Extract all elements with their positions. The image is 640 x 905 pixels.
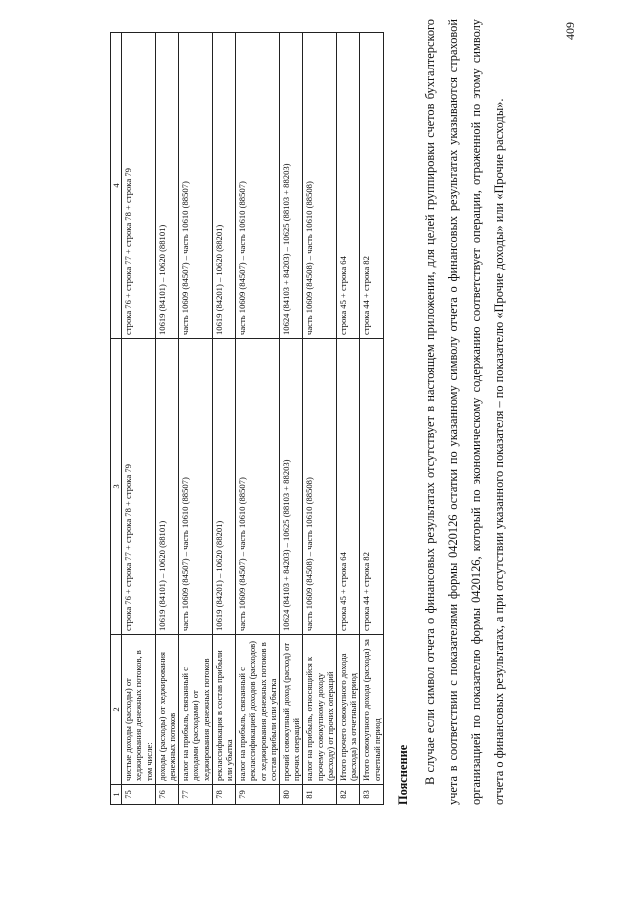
row-description-cell: Итого прочего совокупного дохода (расхода) за отчетный период: [337, 635, 360, 785]
row-number-cell: 77: [179, 785, 213, 805]
row-formula-cell-3: строка 76 + строка 77 + строка 78 + строка 79: [122, 339, 156, 635]
row-number-cell: 82: [337, 785, 360, 805]
row-formula-cell-3: часть 10609 (84507) – часть 10610 (88507): [179, 339, 213, 635]
row-formula-cell-4: часть 10609 (84507) – часть 10610 (88507): [179, 33, 213, 339]
row-description-cell: реклассификация в состав прибыли или убытка: [212, 635, 235, 785]
header-cell: 1: [111, 785, 122, 805]
row-formula-cell-4: 10619 (84101) – 10620 (88101): [155, 33, 178, 339]
note-text: В случае если символ отчета о финансовых результатах отсутствует в настоящем приложении, для целей группировки счетов бухгалтерского учета в соответствии с показателями формы 0420126 остатки по указанному символу отчета о финансовых результатах указываются страховой организацией по показателю формы 0420126, который по экономическому содержанию соответствует операции, отраженной по этому символу отчета о финансовых результатах, а при отсутствии указанного показателя – по показателю «Прочие доходы» или «Прочие расходы».: [423, 19, 506, 805]
row-number-cell: 79: [236, 785, 280, 805]
table-row: [155, 33, 178, 805]
row-description-cell: прочий совокупный доход (расход) от прочих операций: [280, 635, 303, 785]
header-cell: 2: [111, 635, 122, 785]
mapping-table: [110, 32, 384, 805]
row-number-cell: 75: [122, 785, 156, 805]
row-description-cell: налог на прибыль, связанный с доходами (расходами) от хеджирования денежных потоков: [179, 635, 213, 785]
table-row: [303, 33, 337, 805]
row-formula-cell-3: строка 44 + строка 82: [360, 339, 383, 635]
row-description-cell: чистые доходы (расходы) от хеджирования денежных потоков, в том числе:: [122, 635, 156, 785]
row-formula-cell-4: 10624 (84103 + 84203) – 10625 (88103 + 88203): [280, 33, 303, 339]
page-number: 409: [563, 22, 577, 40]
table-row: [360, 33, 383, 805]
row-number-cell: 81: [303, 785, 337, 805]
row-formula-cell-3: часть 10609 (84508) – часть 10610 (88508): [303, 339, 337, 635]
table-row: [212, 33, 235, 805]
row-number-cell: 78: [212, 785, 235, 805]
row-formula-cell-4: строка 76 + строка 77 + строка 78 + строка 79: [122, 33, 156, 339]
table-body: [122, 33, 384, 805]
row-description-cell: налог на прибыль, связанный с реклассификацией доходов (расходов) от хеджирования денежных потоков в состав прибыли или убытка: [236, 635, 280, 785]
row-formula-cell-4: часть 10609 (84508) – часть 10610 (88508): [303, 33, 337, 339]
note-title: Пояснение: [396, 744, 410, 805]
table-header-row: [111, 33, 122, 805]
row-formula-cell-3: часть 10609 (84507) – часть 10610 (88507): [236, 339, 280, 635]
row-formula-cell-4: 10619 (84201) – 10620 (88201): [212, 33, 235, 339]
table-row: [280, 33, 303, 805]
row-formula-cell-4: строка 44 + строка 82: [360, 33, 383, 339]
row-description-cell: Итого совокупного дохода (расхода) за отчетный период: [360, 635, 383, 785]
row-number-cell: 83: [360, 785, 383, 805]
header-cell: 4: [111, 33, 122, 339]
table-row: [122, 33, 156, 805]
row-formula-cell-3: 10619 (84101) – 10620 (88101): [155, 339, 178, 635]
row-formula-cell-3: строка 45 + строка 64: [337, 339, 360, 635]
table-row: [337, 33, 360, 805]
row-formula-cell-4: строка 45 + строка 64: [337, 33, 360, 339]
row-description-cell: налог на прибыль, относящийся к прочему совокупному доходу (расходу) от прочих операций: [303, 635, 337, 785]
header-cell: 3: [111, 339, 122, 635]
row-formula-cell-3: 10619 (84201) – 10620 (88201): [212, 339, 235, 635]
table-row: [236, 33, 280, 805]
table-row: [179, 33, 213, 805]
row-formula-cell-4: часть 10609 (84507) – часть 10610 (88507): [236, 33, 280, 339]
row-formula-cell-3: 10624 (84103 + 84203) – 10625 (88103 + 88203): [280, 339, 303, 635]
row-number-cell: 80: [280, 785, 303, 805]
row-description-cell: доходы (расходы) от хеджирования денежных потоков: [155, 635, 178, 785]
note-section: [392, 19, 511, 805]
row-number-cell: 76: [155, 785, 178, 805]
